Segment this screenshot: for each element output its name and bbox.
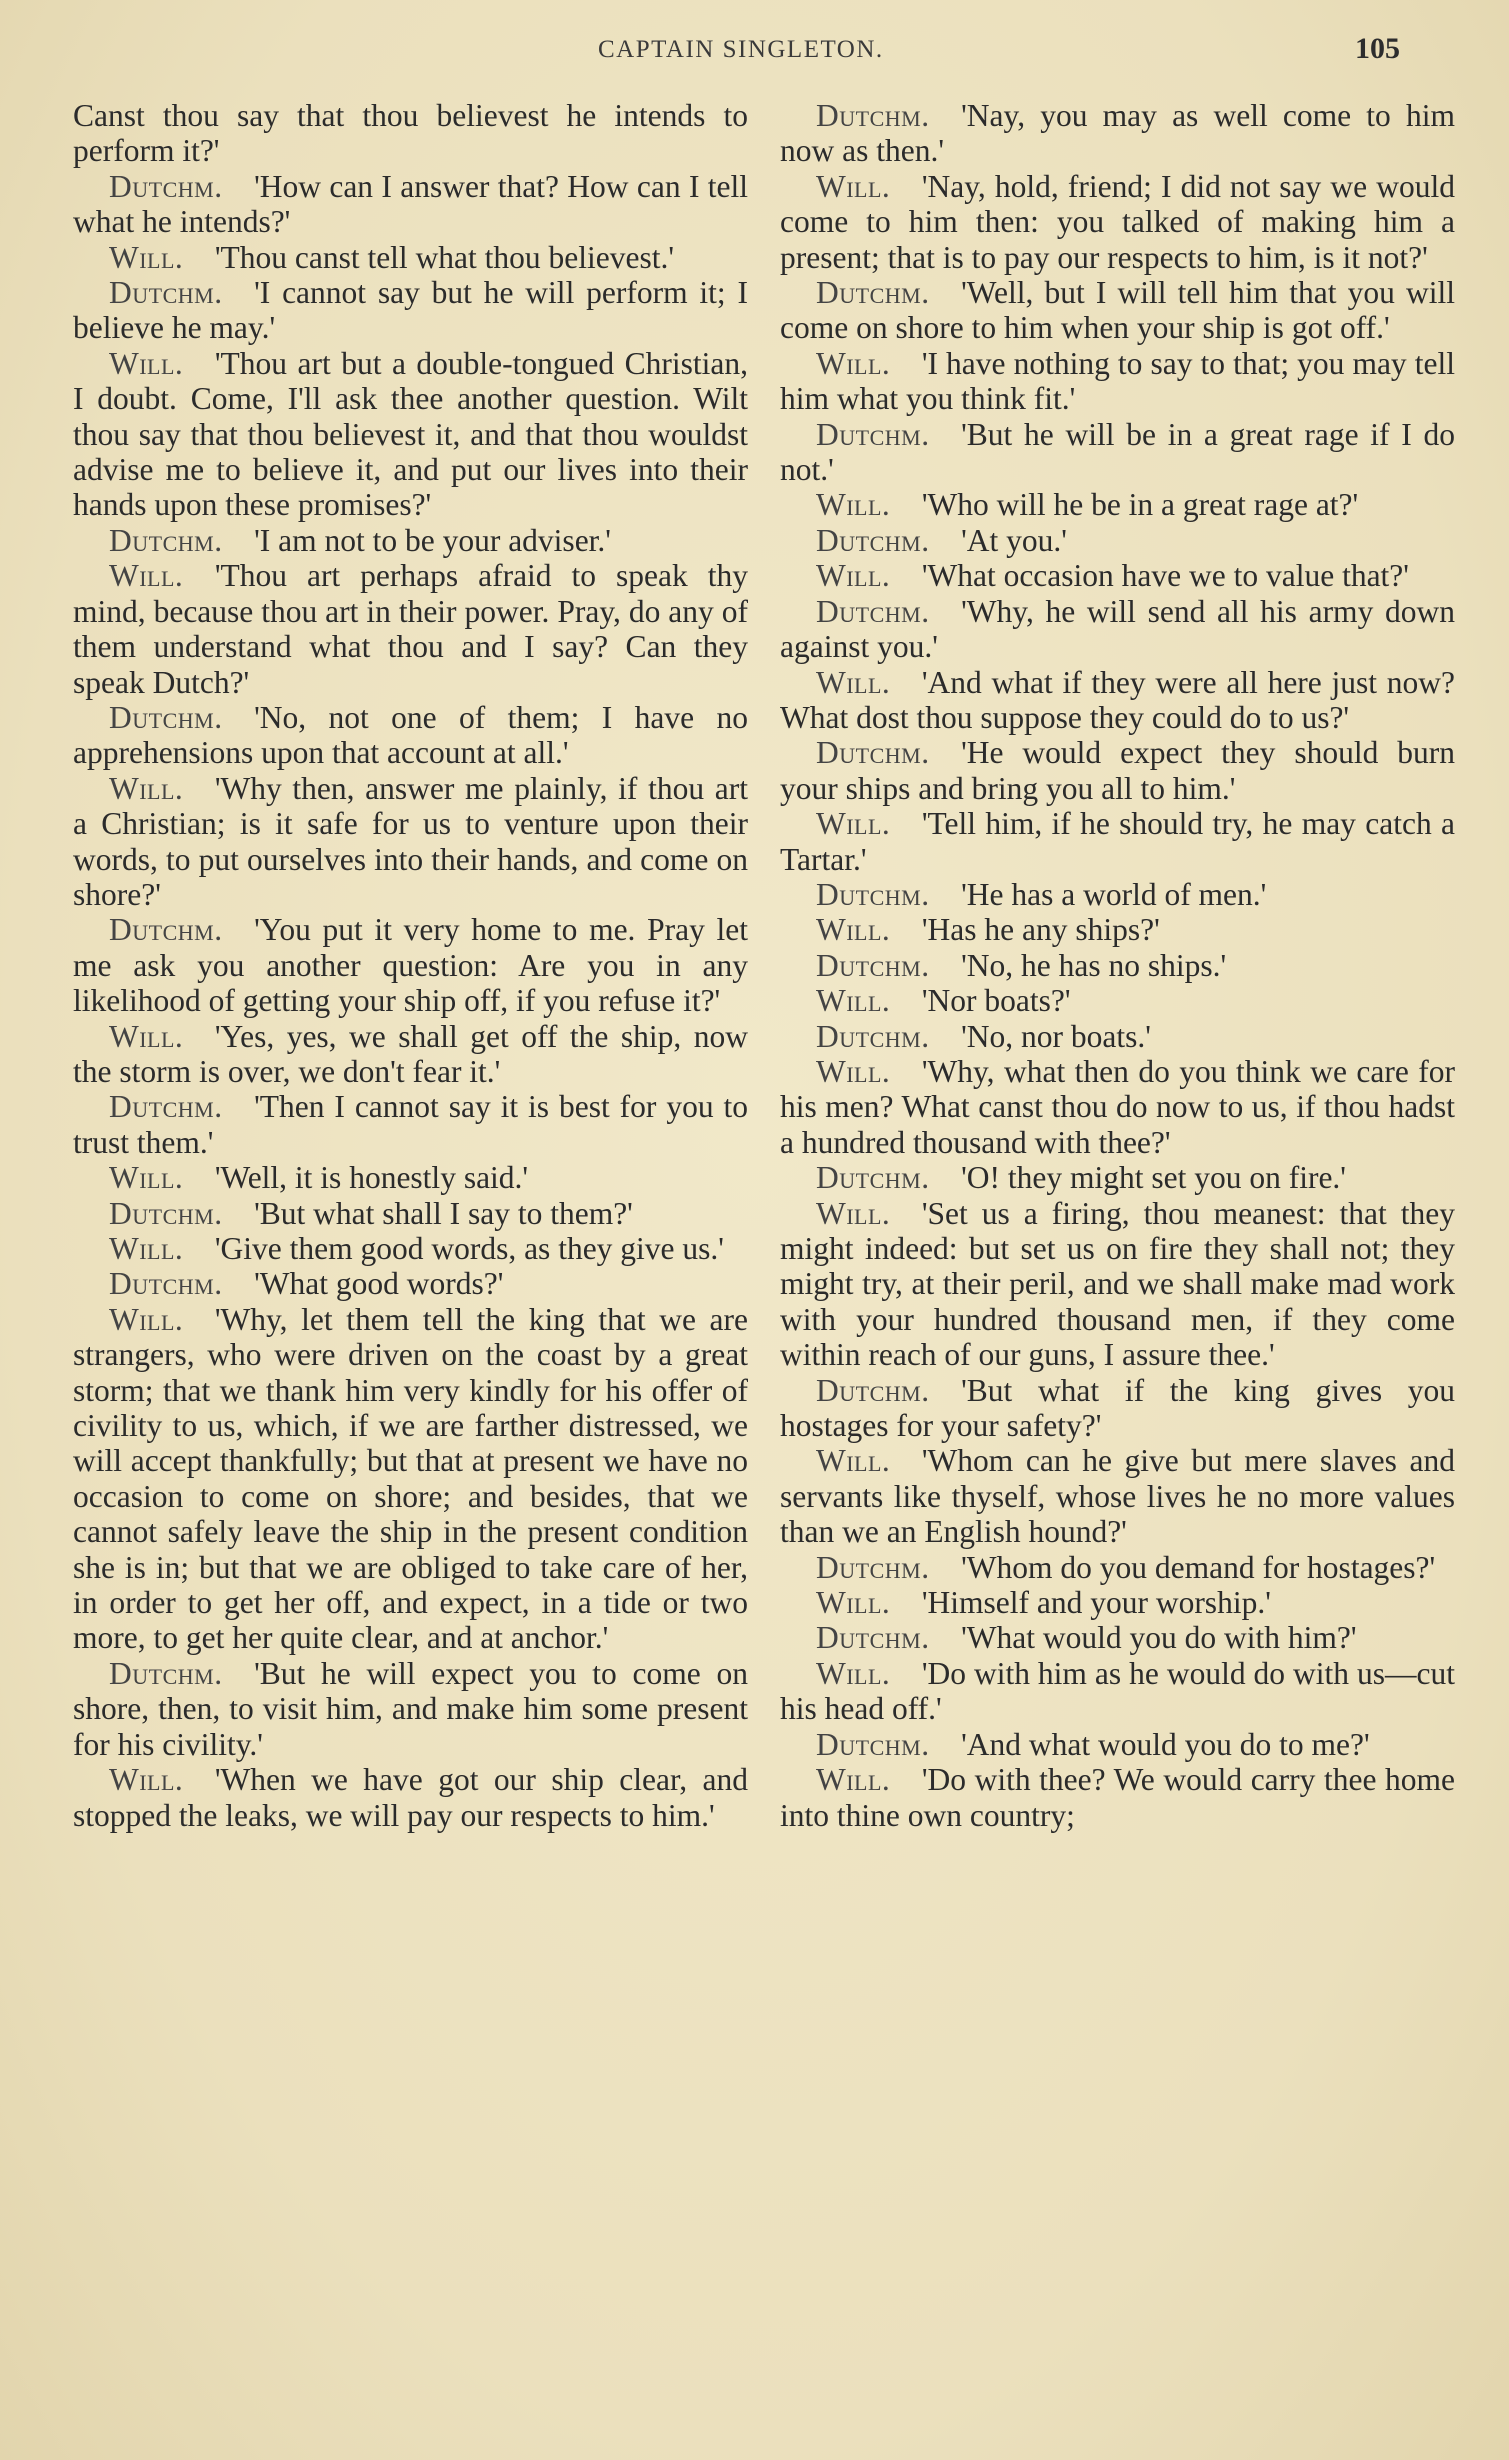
page-number: 105 [1355,32,1400,65]
dialogue-text: 'But he will be in a great rage if I do not.' [780,416,1455,488]
dialogue-text: 'No, he has no ships.' [961,947,1227,983]
dialogue-paragraph [73,771,748,913]
dialogue-text: 'Has he any ships?' [921,912,1160,948]
speaker-name: Will. [816,806,891,842]
dialogue-text: 'What would you do with him?' [961,1620,1357,1656]
dialogue-text: 'I have nothing to say to that; you may tell him what you think fit.' [780,345,1455,417]
dialogue-paragraph [780,912,1455,947]
dialogue-paragraph [73,1089,748,1160]
dialogue-text: 'But what if the king gives you hostages for your safety?' [780,1372,1455,1444]
speaker-name: Will. [109,239,184,275]
dialogue-text: 'Nay, hold, friend; I did not say we would come to him then: you talked of making him a present; that is to pay our respects to him, is it not?' [780,168,1455,275]
speaker-name: Dutchm. [109,275,223,311]
dialogue-paragraph [73,1302,748,1656]
dialogue-paragraph [780,1550,1455,1585]
dialogue-text: 'Nay, you may as well come to him now as then.' [780,98,1455,169]
dialogue-paragraph [73,240,748,275]
speaker-name: Dutchm. [816,1549,930,1585]
dialogue-text: 'Tell him, if he should try, he may catch a Tartar.' [780,806,1455,877]
dialogue-paragraph [73,98,748,169]
dialogue-paragraph [780,98,1455,169]
dialogue-text: 'He has a world of men.' [961,876,1267,912]
dialogue-paragraph [780,275,1455,346]
dialogue-text: 'Thou art perhaps afraid to speak thy mind, because thou art in their power. Pray, do any of them understand what thou and I say? Can they speak Dutch?' [73,558,748,700]
dialogue-paragraph [73,700,748,771]
dialogue-paragraph [73,346,748,523]
dialogue-paragraph [780,169,1455,275]
speaker-name: Dutchm. [816,1018,930,1054]
dialogue-text: 'Why, he will send all his army down against you.' [780,593,1455,665]
dialogue-paragraph [780,594,1455,665]
speaker-name: Will. [816,487,891,523]
speaker-name: Will. [816,1762,891,1798]
speaker-name: Will. [816,1443,891,1479]
dialogue-text: 'Well, it is honestly said.' [214,1160,529,1196]
dialogue-paragraph [780,948,1455,983]
dialogue-paragraph [780,877,1455,912]
dialogue-text: Canst thou say that thou believest he intends to perform it?' [73,98,748,169]
dialogue-paragraph [780,1196,1455,1373]
speaker-name: Dutchm. [816,1726,930,1762]
dialogue-paragraph [73,523,748,558]
speaker-name: Will. [816,983,891,1019]
dialogue-paragraph [780,346,1455,417]
dialogue-text: 'What occasion have we to value that?' [921,558,1409,594]
dialogue-paragraph [780,1585,1455,1620]
speaker-name: Will. [109,558,184,594]
speaker-name: Dutchm. [109,522,223,558]
dialogue-text: 'Whom do you demand for hostages?' [961,1549,1436,1585]
dialogue-text: 'Then I cannot say it is best for you to trust them.' [73,1089,748,1160]
speaker-name: Dutchm. [816,593,930,629]
speaker-name: Dutchm. [816,1620,930,1656]
dialogue-text: 'Well, but I will tell him that you will come on shore to him when your ship is got off.' [780,275,1455,346]
dialogue-text: 'You put it very home to me. Pray let me ask you another question: Are you in any likelihood of getting your ship off, if you refuse it?' [73,912,748,1019]
dialogue-text: 'Do with thee? We would carry thee home into thine own country; [780,1762,1455,1833]
dialogue-text: 'I cannot say but he will perform it; I believe he may.' [73,275,748,346]
dialogue-paragraph [73,1196,748,1231]
dialogue-paragraph [780,523,1455,558]
dialogue-text: 'And what if they were all here just now? What dost thou suppose they could do to us?' [780,664,1455,735]
dialogue-paragraph [780,983,1455,1018]
dialogue-paragraph [780,665,1455,736]
speaker-name: Dutchm. [816,98,930,133]
right-text-column [780,98,1455,1833]
dialogue-text: 'Yes, yes, we shall get off the ship, now the storm is over, we don't fear it.' [73,1018,748,1089]
dialogue-text: 'Who will he be in a great rage at?' [921,487,1359,523]
speaker-name: Dutchm. [816,416,930,452]
dialogue-text: 'What good words?' [254,1266,504,1302]
dialogue-paragraph [780,1727,1455,1762]
speaker-name: Dutchm. [109,168,223,204]
dialogue-text: 'He would expect they should burn your ships and bring you all to him.' [780,735,1455,806]
dialogue-paragraph [780,1019,1455,1054]
speaker-name: Dutchm. [109,1655,223,1691]
dialogue-paragraph [73,1266,748,1301]
dialogue-paragraph [780,1443,1455,1549]
dialogue-paragraph [780,1054,1455,1160]
dialogue-paragraph [73,1160,748,1195]
speaker-name: Will. [109,770,184,806]
speaker-name: Dutchm. [816,735,930,771]
dialogue-text: 'Thou art but a double-tongued Christian, I doubt. Come, I'll ask thee another question. Wilt thou say that thou believest it, and that thou wouldst advise me to believe it, and put our lives into their hands upon these promises?' [73,345,748,523]
dialogue-text: 'But he will expect you to come on shore, then, to visit him, and make him some present for his civility.' [73,1655,748,1762]
dialogue-text: 'Give them good words, as they give us.' [214,1231,724,1266]
dialogue-text: 'Nor boats?' [921,983,1071,1019]
dialogue-paragraph [73,1656,748,1762]
dialogue-paragraph [73,169,748,240]
dialogue-paragraph [780,1620,1455,1655]
dialogue-text: 'Himself and your worship.' [921,1585,1271,1621]
speaker-name: Dutchm. [816,522,930,558]
speaker-name: Will. [816,664,891,700]
dialogue-paragraph [73,1762,748,1833]
dialogue-text: 'And what would you do to me?' [961,1726,1370,1762]
speaker-name: Will. [109,1231,184,1266]
speaker-name: Will. [816,1655,891,1691]
dialogue-text: 'No, not one of them; I have no apprehensions upon that account at all.' [73,699,748,771]
speaker-name: Will. [109,1301,184,1337]
speaker-name: Will. [816,912,891,948]
dialogue-text: 'Whom can he give but mere slaves and servants like thyself, whose lives he no more values than we an English hound?' [780,1443,1455,1550]
dialogue-paragraph [780,735,1455,806]
speaker-name: Dutchm. [816,947,930,983]
dialogue-text: 'How can I answer that? How can I tell what he intends?' [73,168,748,240]
speaker-name: Dutchm. [109,1266,223,1302]
dialogue-paragraph [780,417,1455,488]
dialogue-paragraph [73,1019,748,1090]
dialogue-paragraph [780,1762,1455,1833]
dialogue-paragraph [780,1160,1455,1195]
dialogue-text: 'I am not to be your adviser.' [254,522,611,558]
speaker-name: Dutchm. [109,1195,223,1231]
dialogue-text: 'Why, what then do you think we care for his men? What canst thou do now to us, if thou hadst a hundred thousand with thee?' [780,1053,1455,1160]
speaker-name: Dutchm. [109,699,223,735]
dialogue-text: 'When we have got our ship clear, and stopped the leaks, we will pay our respects to him.' [73,1762,748,1833]
speaker-name: Will. [816,1195,891,1231]
speaker-name: Dutchm. [816,876,930,912]
dialogue-text: 'Do with him as he would do with us—cut his head off.' [780,1655,1455,1727]
speaker-name: Dutchm. [816,275,930,311]
dialogue-text: 'O! they might set you on fire.' [961,1160,1346,1196]
speaker-name: Dutchm. [816,1160,930,1196]
dialogue-paragraph [780,1373,1455,1444]
speaker-name: Dutchm. [109,1089,223,1125]
speaker-name: Will. [109,1160,184,1196]
dialogue-text: 'Why, let them tell the king that we are strangers, who were driven on the coast by a great storm; that we thank him very kindly for his offer of civility to us, which, if we are farther distressed, we will accept thankfully; but that at present we have no occasion to come on shore; and besides, that we cannot safely leave the ship in the present condition she is in; but that we are obliged to take care of her, in order to get her off, and expect, in a tide or two more, to get her quite clear, and at anchor.' [73,1301,748,1656]
running-title: CAPTAIN SINGLETON. [598,36,884,63]
left-text-column [73,98,748,1833]
dialogue-paragraph [73,275,748,346]
dialogue-paragraph [780,1656,1455,1727]
dialogue-paragraph [780,487,1455,522]
dialogue-paragraph [780,806,1455,877]
speaker-name: Will. [816,1053,891,1089]
dialogue-text: 'Why then, answer me plainly, if thou art a Christian; is it safe for us to venture upon their words, to put ourselves into their hands, and come on shore?' [73,770,748,912]
dialogue-text: 'At you.' [961,522,1067,558]
speaker-name: Will. [109,1762,184,1798]
dialogue-text: 'Thou canst tell what thou believest.' [214,239,675,275]
speaker-name: Will. [109,345,184,381]
dialogue-paragraph [780,558,1455,593]
speaker-name: Will. [816,558,891,594]
speaker-name: Will. [816,168,891,204]
dialogue-paragraph [73,1231,748,1266]
speaker-name: Will. [816,1585,891,1621]
dialogue-paragraph [73,912,748,1018]
page-header [0,30,1509,70]
speaker-name: Will. [109,1018,184,1054]
speaker-name: Dutchm. [109,912,223,948]
dialogue-text: 'Set us a firing, thou meanest: that they might indeed: but set us on fire they shall not; they might try, at their peril, and we shall make mad work with your hundred thousand men, if they come within reach of our guns, I assure thee.' [780,1195,1455,1373]
dialogue-paragraph [73,558,748,700]
speaker-name: Dutchm. [816,1372,930,1408]
speaker-name: Will. [816,345,891,381]
dialogue-text: 'But what shall I say to them?' [254,1195,633,1231]
dialogue-text: 'No, nor boats.' [961,1018,1151,1054]
